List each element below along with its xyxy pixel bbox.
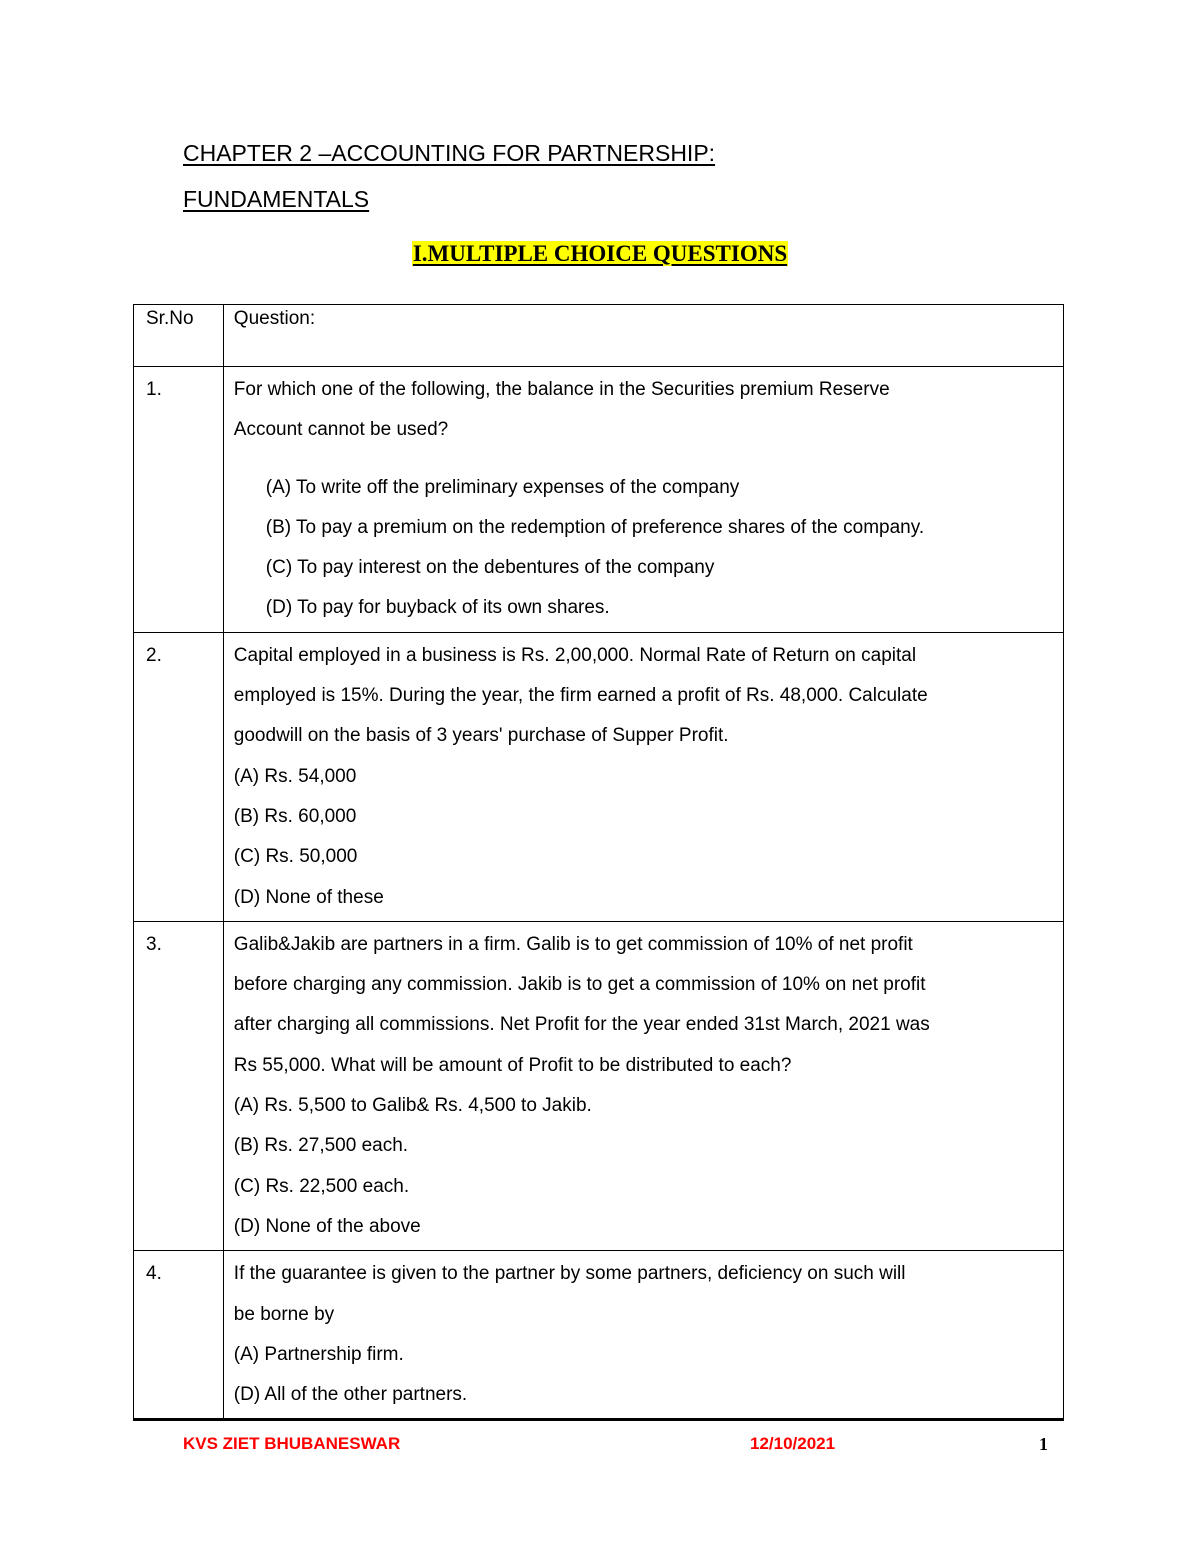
header-question: Question: [223,305,1063,367]
question-text: Capital employed in a business is Rs. 2,00,000. Normal Rate of Return on capital [233,644,917,666]
chapter-title-line1: CHAPTER 2 –ACCOUNTING FOR PARTNERSHIP: [183,140,716,166]
question-text: If the guarantee is given to the partner by some partners, deficiency on such will [233,1263,906,1285]
option-a: (A) Rs. 54,000 [233,765,357,787]
option-c: (C) Rs. 22,500 each. [233,1175,410,1197]
section-heading-text: I.MULTIPLE CHOICE QUESTIONS [412,241,788,266]
chapter-title [183,130,1033,222]
table-row [134,1251,1064,1420]
question-text: be borne by [233,1303,335,1325]
option-a: (A) To write off the preliminary expenses of the company [265,476,740,498]
page-number: 1 [1039,1434,1048,1454]
question-text: goodwill on the basis of 3 years' purchase of Supper Profit. [233,725,729,747]
footer-date: 12/10/2021 [750,1434,836,1453]
question-text: employed is 15%. During the year, the firm earned a profit of Rs. 48,000. Calculate [233,685,928,707]
question-number: 3. [134,921,224,1250]
question-cell [223,1251,1063,1420]
option-a: (A) Partnership firm. [233,1343,404,1365]
question-cell [223,632,1063,921]
option-d: (D) All of the other partners. [233,1384,468,1406]
question-cell [223,367,1063,633]
footer-institution: KVS ZIET BHUBANESWAR [183,1434,401,1453]
option-a: (A) Rs. 5,500 to Galib& Rs. 4,500 to Jakib. [233,1095,592,1117]
option-d: (D) None of these [233,886,384,908]
table-row [134,921,1064,1250]
option-d: (D) To pay for buyback of its own shares. [265,597,610,619]
table-row [134,632,1064,921]
section-heading [0,240,1200,268]
table-header-row [134,305,1064,367]
option-b: (B) To pay a premium on the redemption of preference shares of the company. [265,516,925,538]
table-row [134,367,1064,633]
question-text: Galib&Jakib are partners in a firm. Galib is to get commission of 10% of net profit [233,933,913,955]
question-number: 4. [134,1251,224,1420]
option-c: (C) Rs. 50,000 [233,846,358,868]
question-text: after charging all commissions. Net Profit for the year ended 31st March, 2021 was [233,1014,930,1036]
chapter-title-line2: FUNDAMENTALS [183,186,370,212]
option-d: (D) None of the above [233,1215,421,1237]
mcq-table [133,304,1064,1421]
option-c: (C) To pay interest on the debentures of the company [265,557,715,579]
option-b: (B) Rs. 60,000 [233,805,357,827]
question-cell [223,921,1063,1250]
question-text: Account cannot be used? [233,419,449,441]
question-number: 2. [134,632,224,921]
question-number: 1. [134,367,224,633]
header-sr-no: Sr.No [134,305,224,367]
question-text: Rs 55,000. What will be amount of Profit to be distributed to each? [233,1054,792,1076]
option-b: (B) Rs. 27,500 each. [233,1135,409,1157]
question-text: before charging any commission. Jakib is to get a commission of 10% on net profit [233,974,926,996]
question-text: For which one of the following, the balance in the Securities premium Reserve [233,379,890,400]
